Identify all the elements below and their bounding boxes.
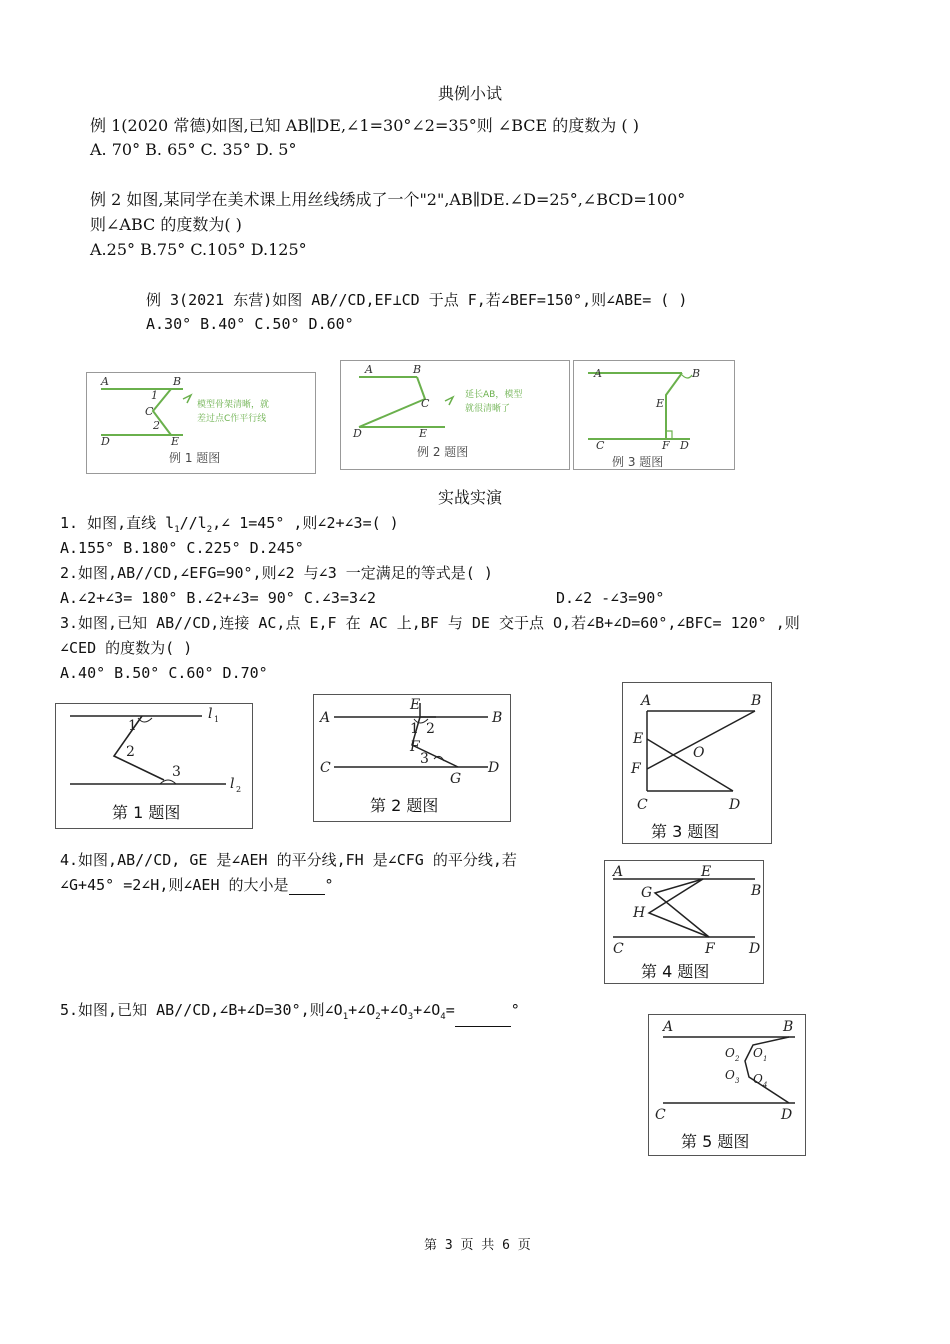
practice-1-options: A.155° B.180° C.225° D.245° xyxy=(60,539,304,557)
p3-label-e: E xyxy=(633,731,644,747)
practice-2-caption: 第 2 题图 xyxy=(370,796,439,815)
ex3-label-a: A xyxy=(594,367,602,380)
ex2-label-e: E xyxy=(419,427,428,440)
q5-plus1: +∠O xyxy=(348,1001,376,1019)
p3-label-a: A xyxy=(641,693,652,709)
p4-label-f: F xyxy=(705,941,715,957)
p5-label-a: A xyxy=(663,1019,674,1035)
q1-text-b: //l xyxy=(179,514,207,532)
p3-label-o: O xyxy=(693,745,705,761)
example-1-options: A. 70° B. 65° C. 35° D. 5° xyxy=(90,140,297,159)
ex1-label-e: E xyxy=(171,435,180,448)
p4-label-e: E xyxy=(701,864,712,880)
p2-label-a: A xyxy=(320,710,331,726)
ex2-label-a: A xyxy=(365,363,373,376)
p2-label-g: G xyxy=(450,771,462,787)
p3-label-b: B xyxy=(751,693,762,709)
p1-line-l2: l xyxy=(230,776,235,792)
example-2-figure xyxy=(340,360,570,470)
practice-2-question: 2.如图,AB//CD,∠EFG=90°,则∠2 与∠3 一定满足的等式是( ) xyxy=(60,564,493,582)
p3-label-c: C xyxy=(637,797,648,813)
practice-1-caption: 第 1 题图 xyxy=(112,803,181,822)
q1-sub2: 2 xyxy=(206,525,213,535)
p5-label-o2: O xyxy=(725,1046,735,1060)
practice-section-title: 实战实演 xyxy=(438,488,503,507)
ex2-note-line2: 就很清晰了 xyxy=(465,404,511,414)
p2-angle-2: 2 xyxy=(426,721,435,737)
q5-sub2: 2 xyxy=(375,1012,381,1022)
q5-answer-blank[interactable] xyxy=(455,1010,511,1027)
q5-equals: = xyxy=(445,1001,455,1019)
p2-label-c: C xyxy=(320,760,331,776)
p5-label-b: B xyxy=(783,1019,794,1035)
practice-3-caption: 第 3 题图 xyxy=(651,822,720,841)
p3-label-d: D xyxy=(729,797,741,813)
practice-5-caption: 第 5 题图 xyxy=(681,1132,750,1151)
ex1-angle-2: 2 xyxy=(153,419,160,432)
q4-text: ∠G+45° =2∠H,则∠AEH 的大小是 xyxy=(60,876,289,894)
ex1-note-line2: 差过点C作平行线 xyxy=(197,414,267,424)
q4-answer-blank[interactable] xyxy=(289,878,325,895)
practice-1-question xyxy=(60,513,399,540)
p5-label-d: D xyxy=(781,1107,793,1123)
practice-2-options-abc: A.∠2+∠3= 180° B.∠2+∠3= 90° C.∠3=3∠2 xyxy=(60,589,377,607)
practice-2-figure xyxy=(313,694,511,822)
examples-section-title: 典例小试 xyxy=(438,84,503,103)
practice-3-options: A.40° B.50° C.60° D.70° xyxy=(60,664,268,682)
p3-label-f: F xyxy=(631,761,641,777)
p2-angle-3: 3 xyxy=(420,751,429,767)
p5-label-o2-sub: 2 xyxy=(735,1055,740,1063)
q5-plus3: +∠O xyxy=(413,1001,441,1019)
practice-2-option-d: D.∠2 -∠3=90° xyxy=(556,589,665,607)
p4-label-g: G xyxy=(641,885,653,901)
example-3-question: 例 3(2021 东营)如图 AB//CD,EF⊥CD 于点 F,若∠BEF=150°,则∠ABE= ( ) xyxy=(146,291,688,309)
example-1-figure xyxy=(86,372,316,474)
ex1-note-line1: 模型骨架清晰，就 xyxy=(197,400,270,410)
q1-text-a: 1. 如图,直线 l xyxy=(60,514,175,532)
q5-sub3: 3 xyxy=(407,1012,414,1022)
example-1-question: 例 1(2020 常德)如图,已知 AB∥DE,∠1=30°∠2=35°则 ∠BCE 的度数为 ( ) xyxy=(90,116,639,135)
example-1-caption: 例 1 题图 xyxy=(169,451,221,465)
q5-text: 5.如图,已知 AB//CD,∠B+∠D=30°,则∠O xyxy=(60,1001,343,1019)
p4-label-d: D xyxy=(749,941,761,957)
practice-3-question: 3.如图,已知 AB//CD,连接 AC,点 E,F 在 AC 上,BF 与 DE 交于点 O,若∠B+∠D=60°,∠BFC= 120° ,则 xyxy=(60,614,800,632)
practice-1-figure xyxy=(55,703,253,829)
p5-label-o3-sub: 3 xyxy=(735,1077,740,1085)
ex3-label-f: F xyxy=(662,439,670,452)
p1-line-l1-sub: 1 xyxy=(214,715,220,724)
p5-label-o4-sub: 4 xyxy=(763,1081,768,1089)
ex1-angle-1: 1 xyxy=(151,389,158,402)
p5-label-c: C xyxy=(655,1107,666,1123)
p1-line-l1: l xyxy=(208,706,213,722)
ex3-label-b: B xyxy=(692,367,701,380)
p2-angle-1: 1 xyxy=(410,721,419,737)
ex2-label-b: B xyxy=(413,363,422,376)
p1-angle-1: 1 xyxy=(128,718,137,734)
ex1-label-a: A xyxy=(101,375,109,388)
q5-sub1: 1 xyxy=(342,1012,349,1022)
p5-label-o1: O xyxy=(753,1046,763,1060)
ex2-label-d: D xyxy=(353,427,362,440)
example-2-question-line2: 则∠ABC 的度数为( ) xyxy=(90,215,242,234)
p1-angle-2: 2 xyxy=(126,744,135,760)
p4-label-b: B xyxy=(751,883,762,899)
ex2-label-c: C xyxy=(421,397,430,410)
example-2-options: A.25° B.75° C.105° D.125° xyxy=(90,240,307,259)
practice-4-figure xyxy=(604,860,764,984)
p2-label-b: B xyxy=(492,710,503,726)
practice-4-question: 4.如图,AB//CD, GE 是∠AEH 的平分线,FH 是∠CFG 的平分线,若 xyxy=(60,851,517,869)
practice-3-figure xyxy=(622,682,772,844)
q1-text-c: ,∠ 1=45° ,则∠2+∠3=( ) xyxy=(212,514,399,532)
p4-label-a: A xyxy=(613,864,624,880)
practice-5-question xyxy=(60,1000,520,1027)
p2-label-e: E xyxy=(410,697,421,713)
p5-label-o4: O xyxy=(753,1072,763,1086)
ex3-label-c: C xyxy=(596,439,605,452)
practice-4-question-line2 xyxy=(60,875,334,895)
ex3-label-d: D xyxy=(680,439,689,452)
practice-3-question-line2: ∠CED 的度数为( ) xyxy=(60,639,193,657)
ex3-label-e: E xyxy=(656,397,665,410)
page-footer: 第 3 页 共 6 页 xyxy=(424,1238,531,1253)
example-3-figure xyxy=(573,360,735,470)
q5-degree: ° xyxy=(510,1001,520,1019)
example-2-caption: 例 2 题图 xyxy=(417,445,469,459)
example-3-caption: 例 3 题图 xyxy=(612,455,664,469)
p4-label-h: H xyxy=(633,905,646,921)
q4-degree: ° xyxy=(324,876,334,894)
ex1-label-b: B xyxy=(173,375,182,388)
practice-5-figure xyxy=(648,1014,806,1156)
p5-label-o3: O xyxy=(725,1068,735,1082)
example-2-question: 例 2 如图,某同学在美术课上用丝线绣成了一个"2",AB∥DE.∠D=25°,∠BCD=100° xyxy=(90,190,686,209)
ex1-label-c: C xyxy=(145,405,154,418)
p2-label-f: F xyxy=(410,739,420,755)
ex2-note-line1: 延长AB，模型 xyxy=(465,390,523,400)
q1-sub1: 1 xyxy=(174,525,180,535)
p1-angle-3: 3 xyxy=(172,764,181,780)
practice-4-caption: 第 4 题图 xyxy=(641,962,710,981)
q5-plus2: +∠O xyxy=(380,1001,408,1019)
p2-label-d: D xyxy=(488,760,500,776)
ex1-label-d: D xyxy=(101,435,110,448)
p4-label-c: C xyxy=(613,941,624,957)
p1-line-l2-sub: 2 xyxy=(236,785,242,794)
p5-label-o1-sub: 1 xyxy=(763,1055,768,1063)
example-3-options: A.30° B.40° C.50° D.60° xyxy=(146,315,354,333)
q5-sub4: 4 xyxy=(440,1012,446,1022)
